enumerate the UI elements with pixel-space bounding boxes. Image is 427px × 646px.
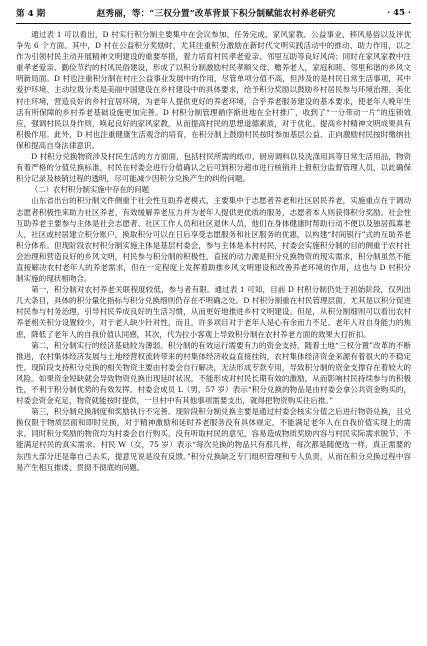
section-subheading: （二）农村积分制实施中存在的问题 [30,185,150,195]
body-paragraph: D 村积分兑换物资涉及村民生活的方方面面，包括村民所需的纸巾、厨房调料以及洗涤用具等日常生活用品，物资有着严格的分值兑换标准，村民在村委会进行分值确认之后可到积分超市进行核销并上报积分监督管理人员，以此确保积分记录及核销过程的透明，尽可能减少因积分兑换产生的纠纷问题。 [16,152,411,184]
article-body [16,29,411,473]
issue-number: 第 4 期 [16,9,46,19]
body-paragraph: 第二，积分制实行的经济基础较为薄弱。积分制的有效运行需要有力的资金支持，随着土地“三权分置”改革的不断推进，农村集体经济发展与土地经营权流转带来的村集体经济收益直接挂钩，农村集体经济资金来源有着很大的不稳定性。现阶段支持积分兑换的相关物资主要由村委会自行解决，无法形成专款专用，导致积分制的资金支撑存在着较大的风险。如果资金短缺就会导致物资兑换出现延时状况，不能形成对村民长期有效的激励，从而影响村民持续参与的积极性，不利于积分制优势的有效发挥。村委会成员 L（男，57 岁）表示“积分兑换的物品是由村委会拿公共资金购买的，村委会资金充足，物资就能按时提供，一旦村中有其他事项需要支出，就得把物资购买往后推。” [16,340,411,406]
body-paragraph: 通过表 1 可以看出，D 村实行积分制主要集中在会议参加、任务完成、家风家教、公益事业、移风易俗以及评优争先 6 个方面。其中，D 村在公益积分奖励时，尤其注重积分激励在新时代文明实践活动中的推动、助力作用，以之作为引领村民主动开展精神文明建设的重要举措，着力培育村民孝老爱亲、邻里互助等良好风尚；同时在家风家教中注重孝老爱亲、勤俭节约的村风民俗建设，形成了以积分制激励村民孝顺父母、赡养老人，家庭和睦、邻里和谐的乡风文明新局面。D 村也注重积分制在村庄公益事业发展中的作用，尽管单项分值不高，但涉及的是村民日常生活事项，其中爱护环境、主动垃圾分类是美丽中国建设在乡村建设中的具体要求，给予积分奖励以鼓励乡村居民参与环境治理、美化村庄环境，营造良好的乡村宜居环境，为老年人提供更好的养老环境，合乎养老服务建设的基本要求，使老年人晚年生活有所保障的乡村养老基础设施更加完善。D 村积分制管理循序渐进地在全村推广，收到了“一分带动一片”的连锁效应，强调村民以身作则，唤起良好的家风家教，从而提高村民的思想道德素质，对于优化、提高乡村精神文明成果具有积极作用。此外，D 村也注重健康生活观念的培育，在积分制上鼓励村民按时参加基层公益、正向激励村民按时缴纳社保和提高自身法律意识。 [16,30,411,150]
body-paragraph: 山东省出台的积分制文件侧重于社会性互助养老模式，主要集中于志愿者养老和社区居民养老，实施重点在于调动志愿者积极性来助力社区养老，有效缓解养老压力并为老年人提供更优质的服务，志愿者本人则获得积分奖励。社会性互助养老主要参与主体是社会志愿者、社区工作人员和社区退休人员，他们在身体健康时帮助行动不便以及独居孤寡老人，社区或村居建立积分账户，换取积分可以在日后享受志愿服务和社区服务的优惠，以构建“时间银行”式的互助养老积分体系。但现阶段农村积分制实施主体是基层村委会，参与主体是本村村民，村委会实施积分制的目的侧重于农村社会治理和营造良好的乡风文明，村民参与积分制的积极性，直接的动力源是积分兑换物资的现实需求，积分制虽然不能直接解决农村老年人的养老需求，但在一定程度上发挥着助推乡风文明建设和改善养老环境的作用，这也与 D 村积分制实施的现状相吻合。 [16,196,411,284]
running-title: 赵秀丽，等：“三权分置”改革背景下积分制赋能农村养老研究 [96,9,336,19]
page-number: · 45 · [387,8,411,18]
body-paragraph: 第三，积分制兑换制度和奖励执行不完善。现阶段积分制兑换主要是通过村委会核实分值之后进行物资兑换，且兑换仅限于物质层面和即时兑换，对于精神激励和延时养老服务没有具体规定，不能满足老年人在自我价值实现上的需求。同时积分奖励的物资均为村委会自行购买，没有听取村民的意见，容易造成物质奖励内容与村民实际需求脱节，不能满足村民的真实需求。村民 W（女，75 岁）表示“每次兑换的物品只有那几样，每次都是随便选一样，真正需要的东西大部分还是靠自己去买，提意见说是没有反馈。”积分兑换缺乏专门组织管理和专人负责，从而在积分兑换过程中容易产生相互推诿、贯彻不彻底的问题。 [16,407,411,472]
body-paragraph: 第一，积分制对农村养老关联程度较低，参与者有限。通过表 1 可知，目前 D 村积分制仍处于初始阶段，仅列出几大条目，具体的积分量化指标与积分兑换细则仍存在不明确之处。D 村积分制重在村民管理层面，尤其是以积分促进村民参与村务治理，引导村民养成良好的生活习惯，从而更好地推进乡村文明建设。但是，从积分制细则可以看出农村养老相关积分设置较少，对于老人缺少针对性，而且，许多项目对于老年人是心有余而力不足。老年人对自身能力的焦虑，降低了老年人的自我价值认同感，其次，代为拉小客观上导致积分制在农村养老方面的效果大打折扣。 [16,285,411,339]
header-rule [16,23,411,24]
running-header [16,6,411,20]
